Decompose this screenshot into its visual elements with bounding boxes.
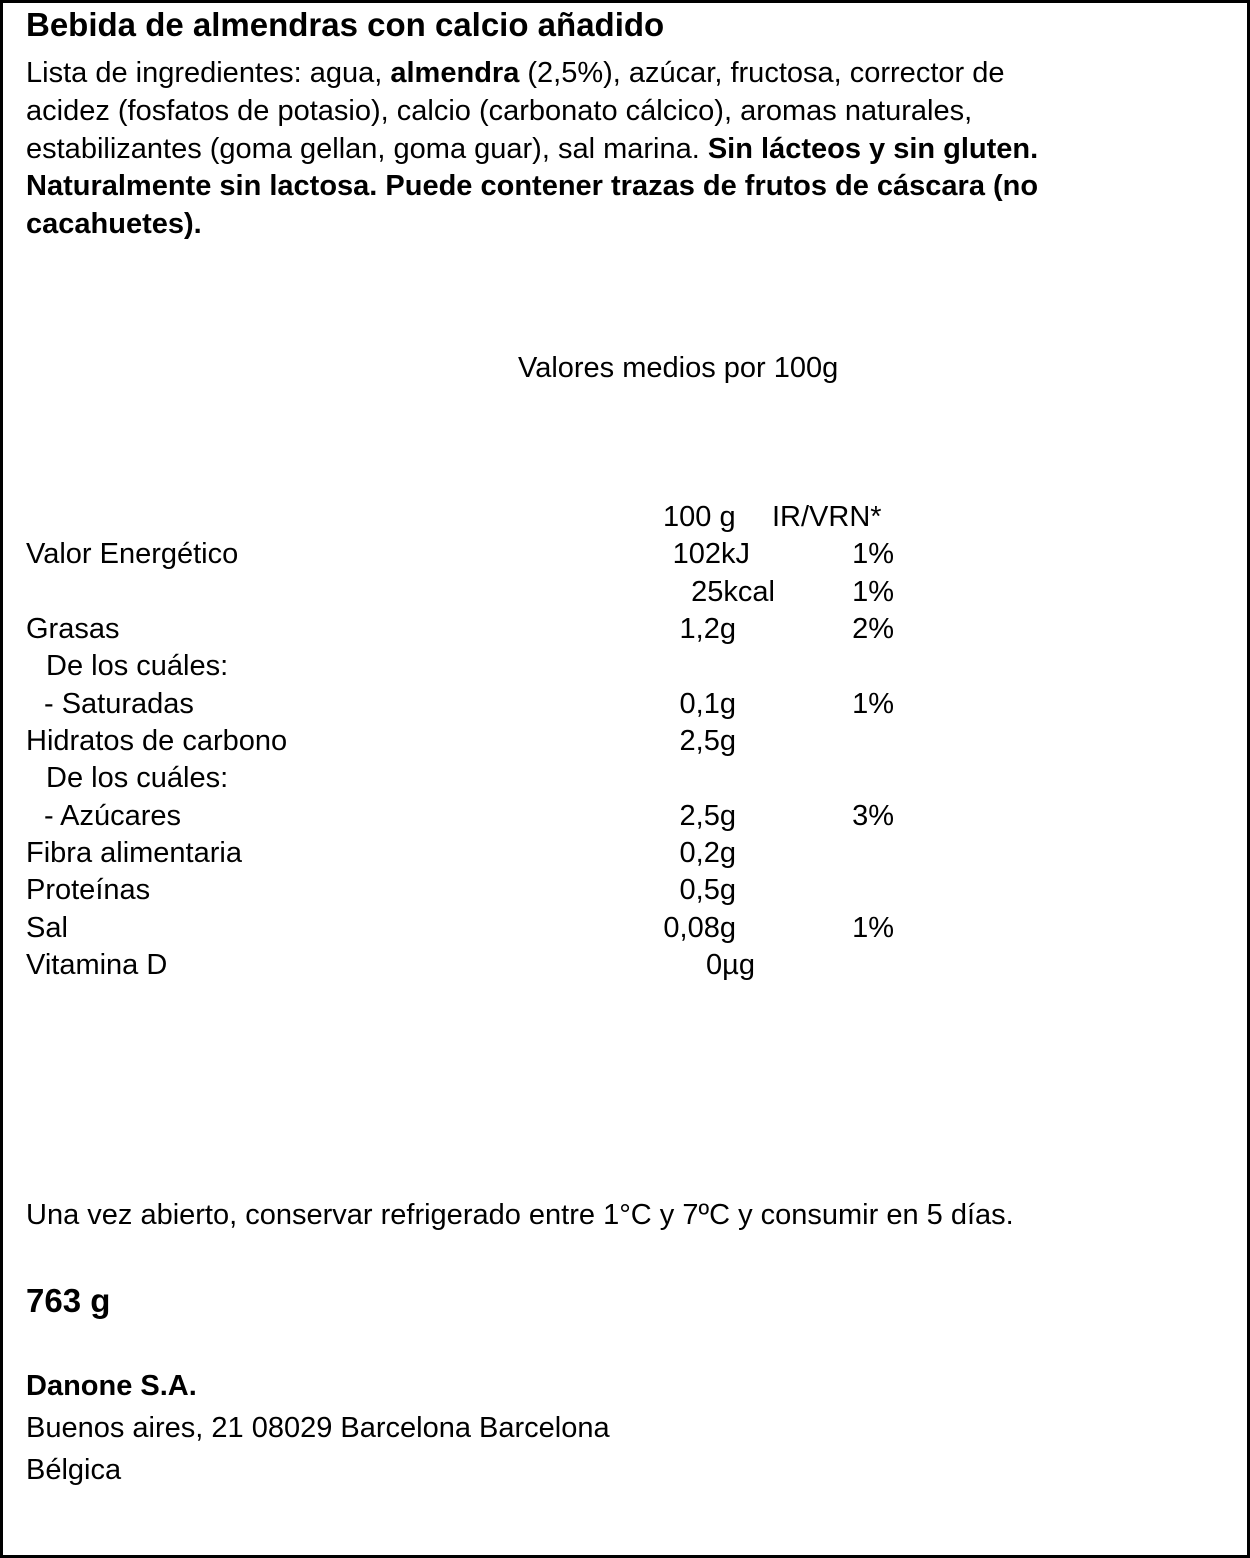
- nutrient-label: De los cuáles:: [46, 762, 229, 794]
- company-address: Buenos aires, 21 08029 Barcelona Barcelona: [26, 1412, 610, 1444]
- nutrient-value: 0,2g: [679, 837, 736, 869]
- storage-instructions: Una vez abierto, conservar refrigerado entre 1°C y 7ºC y consumir en 5 días.: [26, 1199, 1014, 1231]
- nutrient-value: 0µg: [706, 949, 755, 981]
- ingredients-text: (2,5%), azúcar, fructosa, corrector de: [519, 57, 1005, 89]
- nutrient-value: 2,5g: [679, 800, 736, 832]
- ingredients-list: [26, 55, 1226, 244]
- ingredients-text: Lista de ingredientes: agua,: [26, 57, 391, 89]
- allergen-statement: cacahuetes).: [26, 208, 202, 241]
- nutrient-value: 25kcal: [691, 576, 775, 608]
- nutrient-value: 0,1g: [679, 688, 736, 720]
- nutrient-value: 0,08g: [663, 912, 736, 944]
- company-country: Bélgica: [26, 1454, 122, 1486]
- ingredients-line-5: [26, 206, 1226, 244]
- nutrient-label: Vitamina D: [26, 949, 168, 981]
- product-title: Bebida de almendras con calcio añadido: [26, 6, 665, 43]
- net-weight: 763 g: [26, 1282, 111, 1319]
- nutrient-label: Sal: [26, 912, 68, 944]
- nutrient-reference-intake: 1%: [852, 538, 894, 570]
- allergen-statement: Sin lácteos y sin gluten.: [707, 132, 1039, 165]
- column-header-ir-vrn: IR/VRN*: [772, 501, 882, 533]
- nutrient-label: Grasas: [26, 613, 120, 645]
- ingredients-text: estabilizantes (goma gellan, goma guar), sal marina.: [26, 132, 708, 165]
- nutrient-reference-intake: 1%: [852, 576, 894, 608]
- nutrient-reference-intake: 2%: [852, 613, 894, 645]
- nutrient-label: Fibra alimentaria: [26, 837, 242, 869]
- nutrient-label: Valor Energético: [26, 538, 239, 570]
- nutrient-label: - Azúcares: [44, 800, 181, 832]
- nutrient-reference-intake: 1%: [852, 912, 894, 944]
- ingredients-line-1: [26, 55, 1226, 93]
- ingredients-line-3: [26, 131, 1226, 169]
- nutrient-label: Hidratos de carbono: [26, 725, 288, 757]
- nutrient-reference-intake: 3%: [852, 800, 894, 832]
- company-name: Danone S.A.: [26, 1370, 197, 1402]
- nutrient-value: 1,2g: [679, 613, 736, 645]
- nutrient-label: - Saturadas: [44, 688, 194, 720]
- nutrient-label: De los cuáles:: [46, 650, 229, 682]
- nutrient-reference-intake: 1%: [852, 688, 894, 720]
- ingredients-bold-text: almendra: [390, 57, 520, 89]
- nutrient-value: 2,5g: [679, 725, 736, 757]
- ingredients-line-4: [26, 168, 1226, 206]
- ingredients-line-2: acidez (fosfatos de potasio), calcio (carbonato cálcico), aromas naturales,: [26, 94, 973, 127]
- nutrition-heading: Valores medios por 100g: [518, 352, 839, 384]
- column-header-100g: 100 g: [663, 501, 736, 533]
- nutrient-label: Proteínas: [26, 874, 151, 906]
- allergen-statement: Naturalmente sin lactosa. Puede contener trazas de frutos de cáscara (no: [26, 170, 1039, 203]
- nutrient-value: 0,5g: [679, 874, 736, 906]
- nutrient-value: 102kJ: [672, 538, 750, 570]
